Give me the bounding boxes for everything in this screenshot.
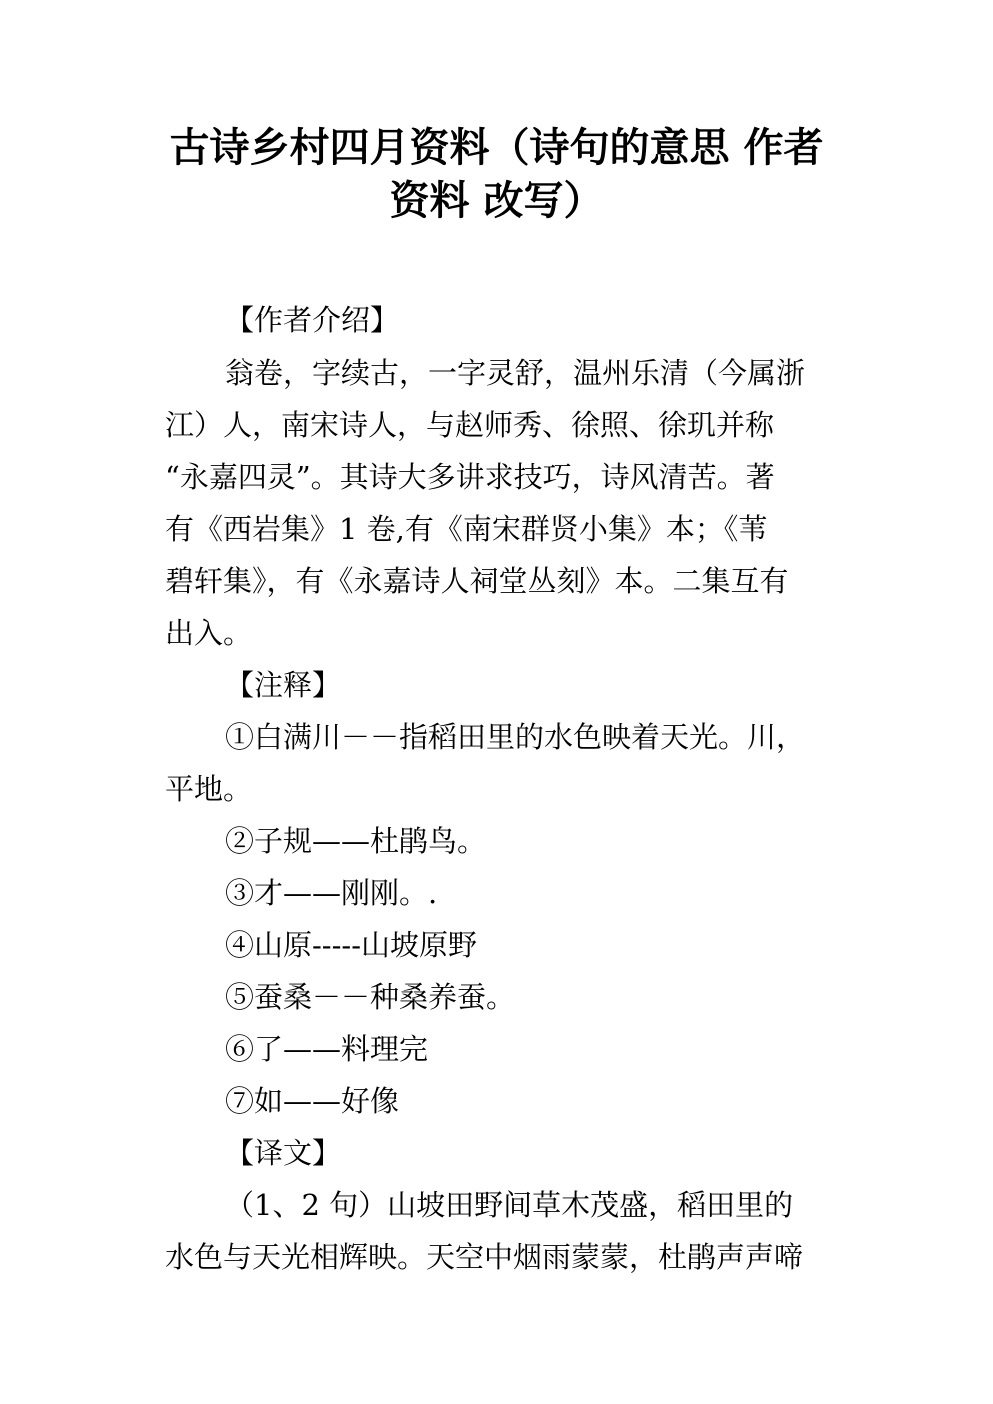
- translation-paragraph-line: （1、2 句）山坡田野间草木茂盛，稻田里的: [225, 1188, 794, 1222]
- author-paragraph-line: 翁卷，字续古，一字灵舒，温州乐清（今属浙: [225, 356, 806, 390]
- note-item-continuation: 平地。: [165, 772, 253, 806]
- author-paragraph-line: 碧轩集》，有《永嘉诗人祠堂丛刻》本。二集互有: [165, 564, 789, 598]
- note-item: ⑦如——好像: [225, 1084, 400, 1118]
- note-item: ⑥了——料理完: [225, 1032, 429, 1066]
- note-item: ②子规——杜鹃鸟。: [225, 824, 487, 858]
- note-item: ④山原-----山坡原野: [225, 928, 477, 962]
- note-item: ①白满川－－指稻田里的水色映着天光。川，: [225, 720, 806, 754]
- notes-heading: 【注释】: [225, 668, 342, 702]
- author-paragraph-line: 江）人，南宋诗人，与赵师秀、徐照、徐玑并称: [165, 408, 775, 442]
- note-item: ⑤蚕桑－－种桑养蚕。: [225, 980, 516, 1014]
- translation-heading: 【译文】: [225, 1136, 342, 1170]
- note-item: ③才——刚刚。.: [225, 876, 438, 910]
- document-title-line-2: 资料 改写）: [389, 178, 604, 224]
- author-paragraph-line: “永嘉四灵”。其诗大多讲求技巧，诗风清苦。著: [165, 460, 775, 494]
- author-paragraph-line: 有《西岩集》1 卷,有《南宋群贤小集》本；《苇: [165, 512, 768, 546]
- translation-paragraph-line: 水色与天光相辉映。天空中烟雨蒙蒙，杜鹃声声啼: [165, 1240, 804, 1274]
- document-title-line-1: 古诗乡村四月资料（诗句的意思 作者: [169, 125, 824, 171]
- author-paragraph-line: 出入。: [165, 616, 253, 650]
- author-heading: 【作者介绍】: [225, 303, 400, 337]
